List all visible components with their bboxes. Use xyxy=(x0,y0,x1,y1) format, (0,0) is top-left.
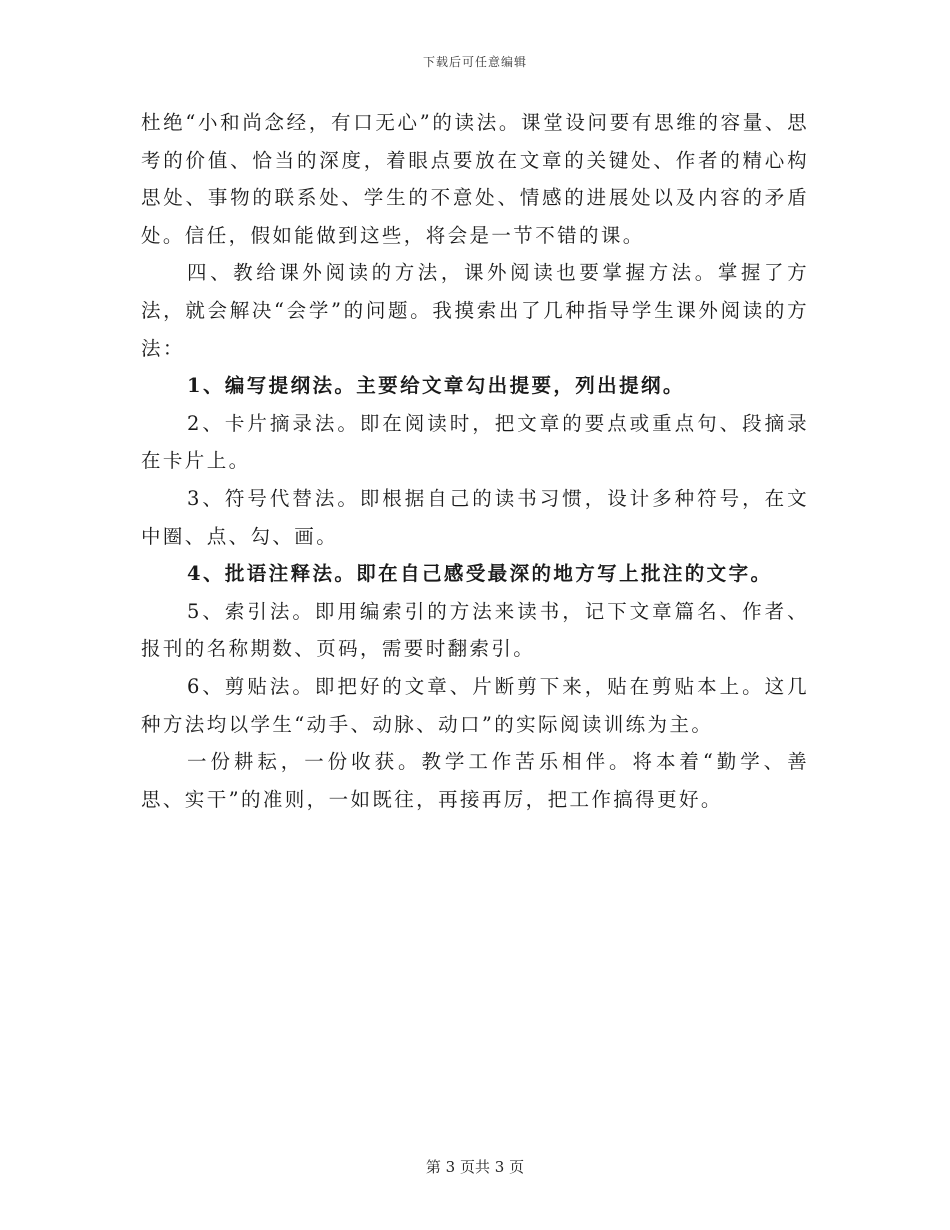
paragraph-continuation: 杜绝“小和尚念经，有口无心”的读法。课堂设问要有思维的容量、思考的价值、恰当的深度，着眼点要放在文章的关键处、作者的精心构思处、事物的联系处、学生的不意处、情感的进展处以及内容的矛盾处。信任，假如能做到这些，将会是一节不错的课。 xyxy=(141,111,809,247)
page-header: 下载后可任意编辑 xyxy=(422,55,527,69)
paragraph-method-symbols: 3、符号代替法。即根据自己的读书习惯，设计多种符号，在文中圈、点、勾、画。 xyxy=(141,486,809,548)
paragraph-section-four: 四、教给课外阅读的方法，课外阅读也要掌握方法。掌握了方法，就会解决“会学”的问题。我摸索出了几种指导学生课外阅读的方法： xyxy=(141,261,809,360)
page-footer: 第 3 页共 3 页 xyxy=(425,1158,525,1176)
paragraph-method-clipping: 6、剪贴法。即把好的文章、片断剪下来，贴在剪贴本上。这几种方法均以学生“动手、动脉、动口”的实际阅读训练为主。 xyxy=(141,674,809,736)
paragraph-method-cards: 2、卡片摘录法。即在阅读时，把文章的要点或重点句、段摘录在卡片上。 xyxy=(141,411,809,473)
paragraph-method-index: 5、索引法。即用编索引的方法来读书，记下文章篇名、作者、报刊的名称期数、页码，需要时翻索引。 xyxy=(141,599,809,661)
paragraph-method-annotation: 4、批语注释法。即在自己感受最深的地方写上批注的文字。 xyxy=(187,562,773,586)
paragraph-conclusion: 一份耕耘，一份收获。教学工作苦乐相伴。将本着“勤学、善思、实干”的准则，一如既往，再接再厉，把工作搞得更好。 xyxy=(141,750,809,811)
document-body xyxy=(141,104,809,818)
paragraph-method-outline: 1、编写提纲法。主要给文章勾出提要，列出提纲。 xyxy=(187,374,685,398)
